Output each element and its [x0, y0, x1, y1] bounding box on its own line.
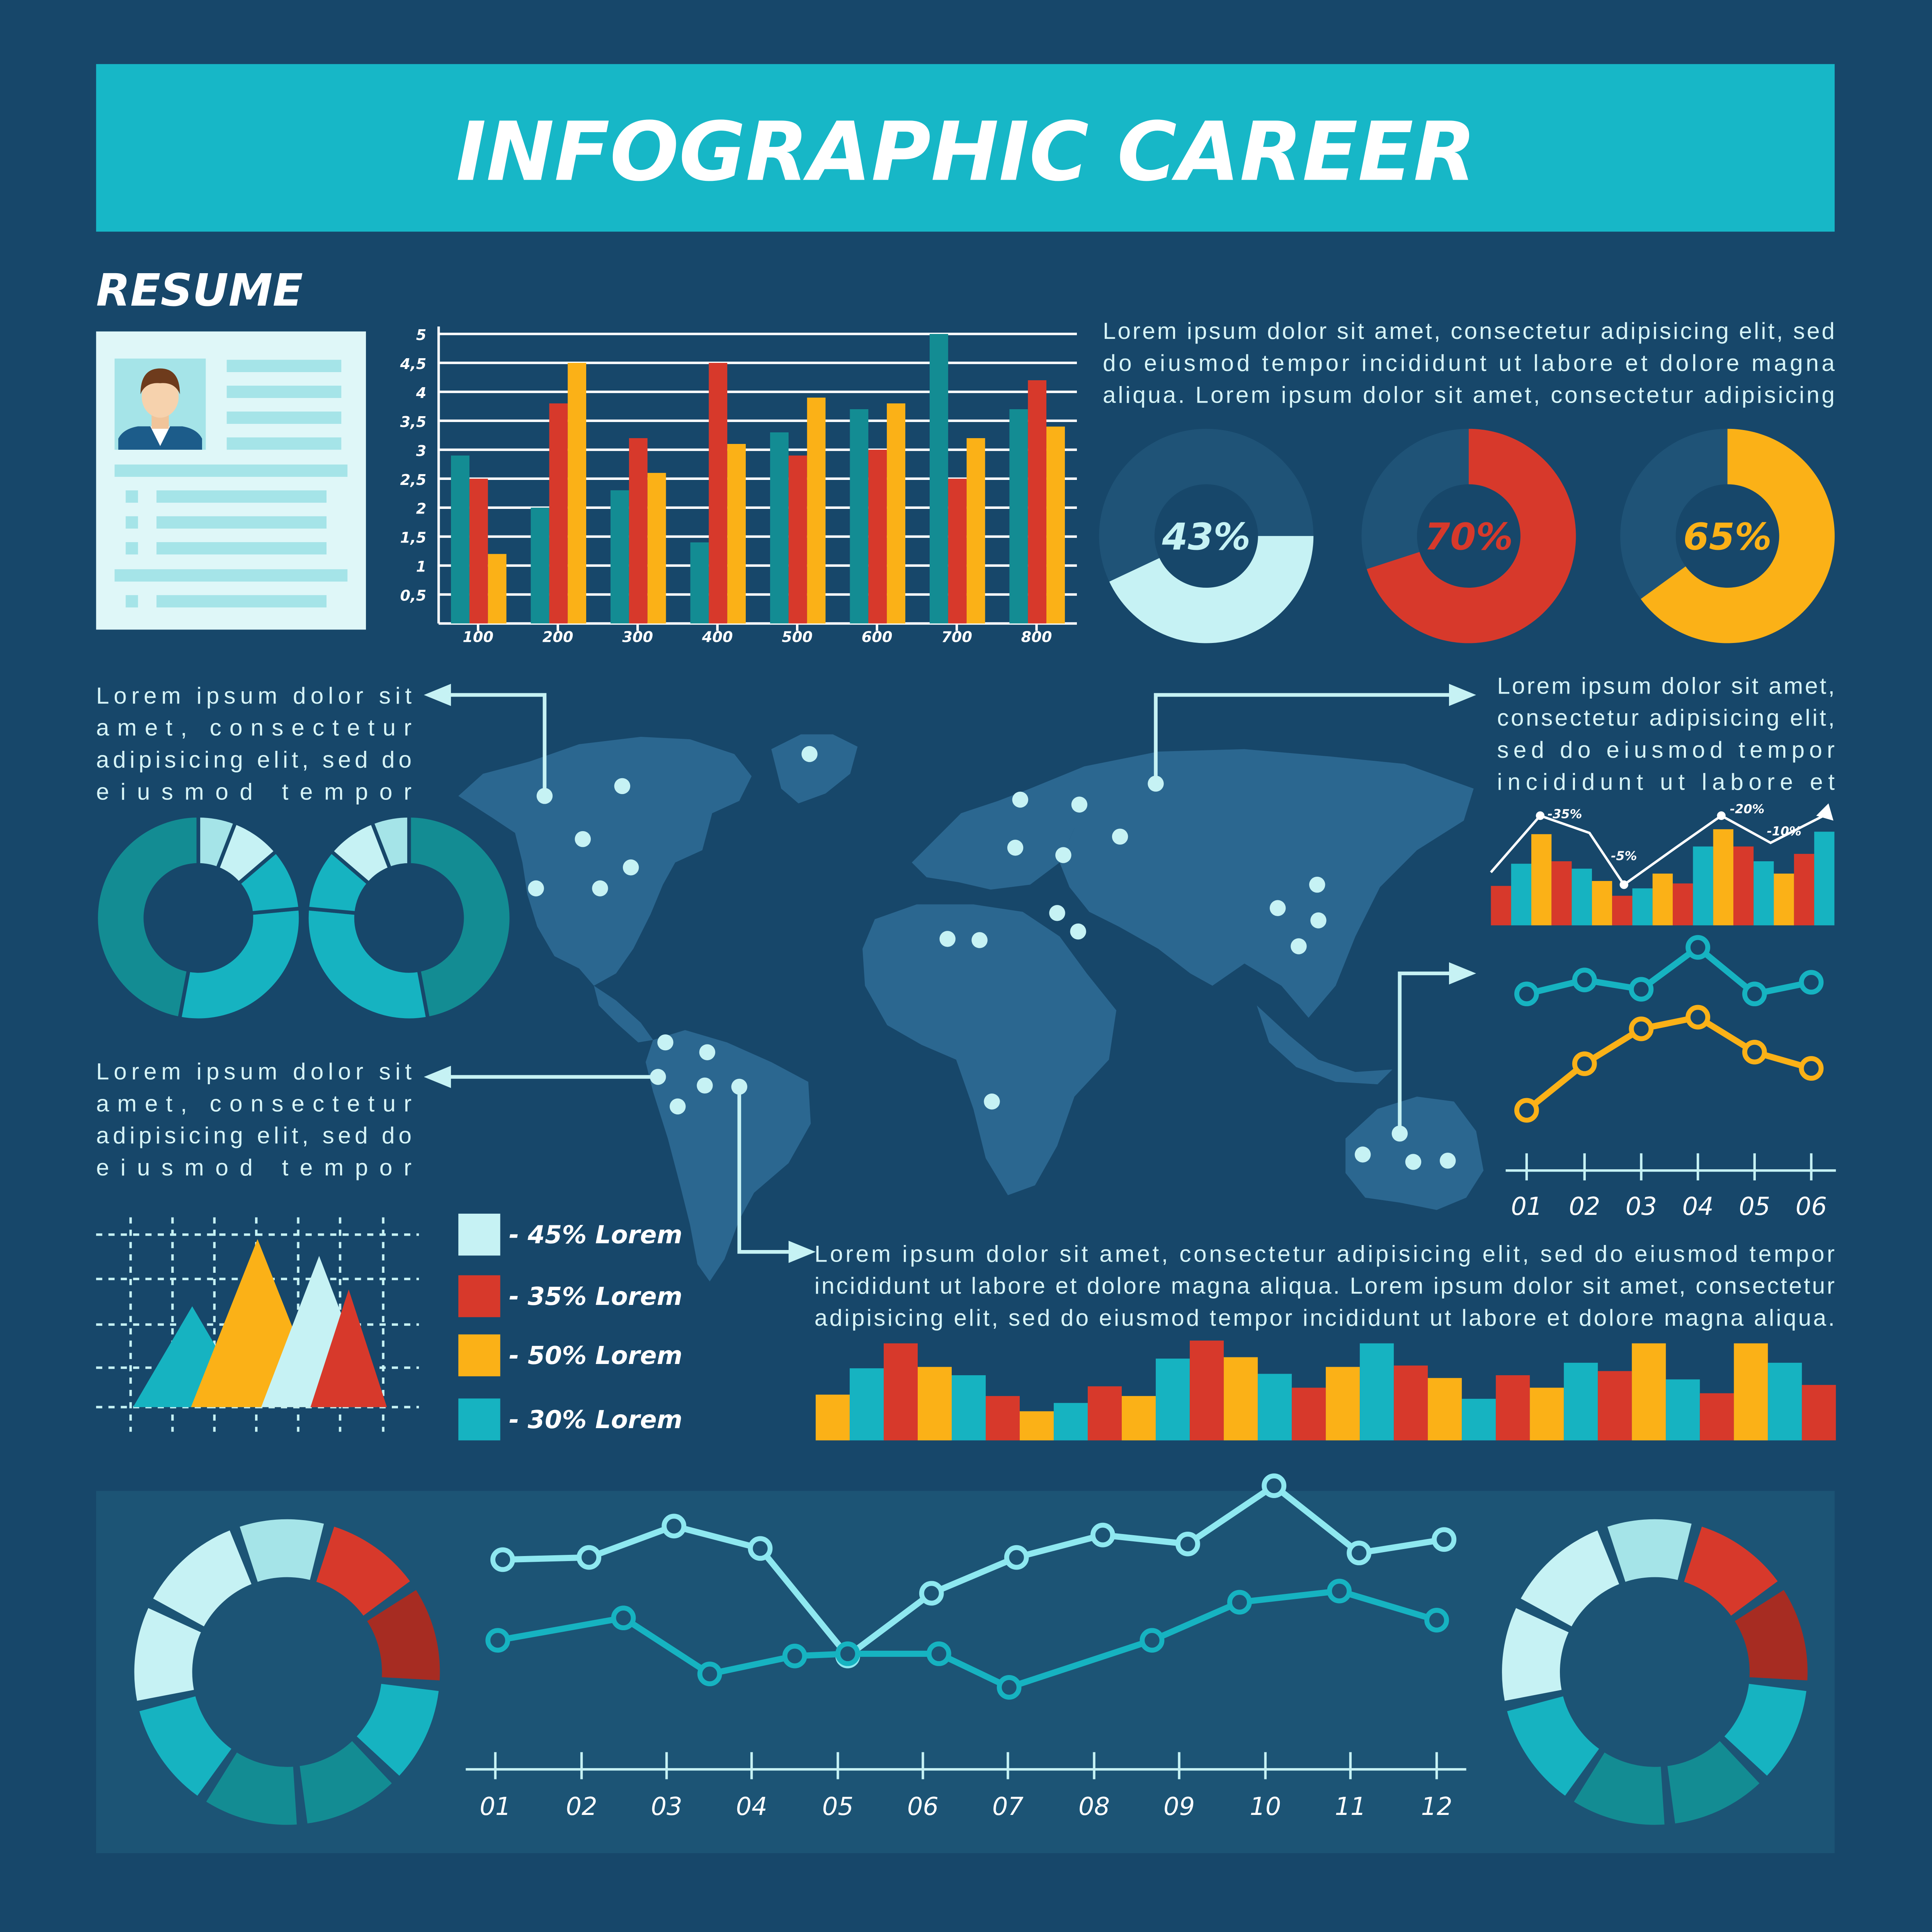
point-light	[1264, 1476, 1284, 1496]
small-bar	[1673, 883, 1693, 925]
bar-yellow-400	[727, 444, 746, 624]
x-tick-label: 04	[1682, 1192, 1714, 1221]
point-teal	[1631, 980, 1651, 999]
x-tick-label: 300	[622, 628, 653, 646]
x-tick-label: 100	[463, 628, 494, 646]
text-line: amet, consectetur	[96, 714, 412, 741]
point-teal	[1230, 1592, 1249, 1612]
map-dot	[801, 746, 817, 762]
x-tick-label: 600	[861, 628, 893, 646]
percent-donuts	[1109, 429, 1835, 643]
strip-bar	[952, 1375, 986, 1440]
point-yellow	[1745, 1042, 1764, 1062]
bar-teal-600	[850, 409, 868, 624]
legend-swatch	[458, 1334, 500, 1376]
map-dot	[623, 859, 639, 875]
legend-label: - 30% Lorem	[509, 1405, 683, 1434]
text-line: amet, consectetur	[96, 1090, 412, 1117]
text-line: adipisicing elit, sed do	[96, 746, 412, 773]
point-teal	[700, 1664, 719, 1684]
legend-swatch	[458, 1214, 500, 1255]
x-tick-label: 500	[782, 628, 813, 646]
donut-label: 43%	[1162, 515, 1251, 559]
trend-annotation: -20%	[1730, 801, 1765, 816]
x-tick-label: 03	[651, 1793, 682, 1821]
strip-bar	[1326, 1367, 1360, 1440]
bar-yellow-700	[967, 438, 985, 624]
small-bar	[1531, 834, 1551, 925]
point-teal	[1517, 984, 1536, 1004]
bar-red-700	[948, 479, 967, 624]
bar-teal-500	[770, 432, 789, 624]
strip-bar	[1734, 1344, 1768, 1440]
point-teal	[1142, 1631, 1162, 1650]
y-tick-label: 3	[416, 442, 427, 460]
resume-line	[156, 490, 327, 503]
small-bar	[1713, 829, 1733, 925]
map-dot	[1012, 792, 1028, 808]
x-tick-label: 11	[1335, 1793, 1366, 1821]
strip-bar	[816, 1395, 850, 1440]
point-teal	[614, 1608, 633, 1628]
text-line: Lorem ipsum dolor sit amet,	[1497, 672, 1835, 699]
trend-point	[1620, 880, 1628, 889]
point-teal	[1688, 937, 1708, 957]
y-tick-label: 4	[416, 384, 427, 402]
small-bar	[1814, 832, 1834, 925]
trend-annotation: -5%	[1611, 848, 1637, 863]
strip-bar	[1020, 1411, 1054, 1440]
strip-bar	[1496, 1375, 1530, 1440]
point-teal	[488, 1631, 508, 1650]
y-tick-label: 1	[416, 558, 427, 576]
text-line: consectetur adipisicing elit,	[1497, 704, 1835, 731]
bar-red-100	[469, 479, 488, 624]
text-line: do eiusmod tempor incididunt ut labore et dolore magna	[1102, 349, 1835, 376]
strip-bar	[1156, 1359, 1190, 1440]
point-light	[1349, 1543, 1369, 1563]
small-bar	[1592, 881, 1612, 925]
strip-bar	[1462, 1399, 1496, 1440]
map-dot	[528, 880, 544, 896]
bar-yellow-200	[568, 363, 586, 623]
y-tick-label: 4,5	[400, 355, 427, 373]
resume-line	[227, 437, 342, 450]
trend-annotation: -35%	[1547, 806, 1582, 821]
map-dot	[657, 1034, 673, 1050]
map-dot	[1055, 847, 1071, 863]
resume-line	[156, 516, 327, 529]
text-line: incididunt ut labore et	[1497, 769, 1835, 795]
x-tick-label: 07	[992, 1793, 1024, 1821]
bar-teal-200	[531, 508, 549, 624]
map-dot	[939, 931, 955, 947]
y-tick-label: 2	[416, 500, 427, 518]
bar-yellow-300	[648, 473, 666, 624]
strip-bar	[918, 1367, 952, 1440]
point-yellow	[1688, 1007, 1708, 1027]
resume-line	[156, 542, 327, 554]
x-tick-label: 01	[480, 1793, 511, 1821]
text-line: eiusmod tempor	[96, 778, 412, 805]
map-dot	[1291, 938, 1306, 954]
point-light	[493, 1550, 513, 1570]
point-teal	[999, 1677, 1019, 1697]
donut-label: 70%	[1424, 515, 1513, 559]
strip-bar	[850, 1368, 884, 1440]
bar-red-600	[868, 450, 887, 624]
resume-line	[115, 569, 348, 582]
strip-bar	[884, 1344, 918, 1440]
small-bar	[1733, 847, 1753, 925]
point-light	[1007, 1548, 1026, 1567]
map-dot	[614, 778, 630, 794]
point-teal	[838, 1644, 857, 1663]
small-bar	[1632, 888, 1652, 925]
bar-teal-100	[451, 456, 469, 624]
y-tick-label: 1,5	[400, 529, 427, 547]
x-tick-label: 01	[1511, 1192, 1543, 1221]
bar-teal-300	[611, 490, 629, 624]
text-line: adipisicing elit, sed do	[96, 1122, 412, 1149]
map-dot	[670, 1099, 685, 1114]
x-tick-label: 03	[1625, 1192, 1657, 1221]
donut-label: 65%	[1683, 515, 1772, 559]
legend-label: - 50% Lorem	[509, 1341, 683, 1370]
point-teal	[1575, 970, 1594, 990]
legend-swatch	[458, 1398, 500, 1440]
x-tick-label: 02	[566, 1793, 597, 1821]
text-line: sed do eiusmod tempor	[1497, 736, 1835, 763]
legend-label: - 45% Lorem	[509, 1221, 683, 1250]
x-tick-label: 800	[1021, 628, 1052, 646]
point-light	[664, 1516, 684, 1536]
resume-line	[227, 360, 342, 372]
resume-card	[96, 332, 366, 630]
map-dot	[984, 1094, 1000, 1109]
trend-point	[1536, 811, 1544, 820]
bar-teal-800	[1009, 409, 1028, 624]
point-yellow	[1801, 1059, 1821, 1078]
map-dot	[592, 880, 608, 896]
bar-yellow-600	[887, 403, 905, 624]
map-dot	[1007, 840, 1023, 855]
strip-bar	[1054, 1403, 1088, 1440]
map-dot	[1440, 1153, 1456, 1168]
small-bar	[1491, 886, 1511, 925]
point-teal	[1330, 1581, 1349, 1601]
strip-bar	[1598, 1371, 1632, 1440]
resume-line	[156, 595, 327, 607]
resume-bullet	[126, 595, 138, 607]
x-tick-label: 09	[1163, 1793, 1195, 1821]
point-teal	[1801, 973, 1821, 992]
map-dot	[971, 932, 987, 948]
strip-bar	[1122, 1396, 1156, 1440]
x-tick-label: 05	[1739, 1192, 1770, 1221]
strip-bar	[1564, 1363, 1598, 1440]
bar-yellow-800	[1046, 427, 1065, 624]
point-light	[1178, 1534, 1197, 1554]
text-line: aliqua. Lorem ipsum dolor sit amet, consectetur adipisicing	[1102, 381, 1835, 408]
strip-bar	[1258, 1374, 1292, 1440]
point-light	[922, 1583, 941, 1603]
strip-bar	[1224, 1357, 1258, 1440]
resume-bullet	[126, 516, 138, 529]
bar-teal-700	[930, 334, 948, 623]
small-bar	[1612, 896, 1632, 925]
point-teal	[1427, 1610, 1447, 1630]
map-dot	[1309, 877, 1325, 893]
text-line: eiusmod tempor	[96, 1154, 412, 1181]
x-tick-label: 12	[1421, 1793, 1452, 1821]
bar-yellow-100	[488, 554, 507, 624]
x-tick-label: 06	[907, 1793, 939, 1821]
strip-bar	[1360, 1344, 1394, 1440]
small-bar	[1653, 874, 1673, 925]
x-tick-label: 04	[736, 1793, 767, 1821]
strip-bar	[1700, 1393, 1734, 1440]
small-bar	[1794, 854, 1814, 925]
bar-red-500	[789, 456, 807, 624]
x-tick-label: 200	[542, 628, 573, 646]
map-dot	[1270, 900, 1286, 916]
page-title: INFOGRAPHIC CAREER	[456, 104, 1476, 199]
x-tick-label: 08	[1078, 1793, 1110, 1821]
resume-line	[115, 464, 348, 477]
small-bar	[1774, 874, 1794, 925]
strip-bar	[986, 1396, 1020, 1440]
y-tick-label: 3,5	[400, 413, 427, 431]
bar-red-400	[709, 363, 727, 623]
text-line: adipisicing elit, sed do eiusmod tempor incididunt ut labore et dolore magna aliqua.	[814, 1304, 1835, 1331]
strip-bar	[1768, 1363, 1802, 1440]
map-dot	[1070, 923, 1086, 939]
x-tick-label: 06	[1795, 1192, 1827, 1221]
bar-teal-400	[690, 543, 709, 624]
map-dot	[697, 1078, 713, 1094]
x-tick-label: 05	[822, 1793, 854, 1821]
strip-bar	[1802, 1385, 1836, 1440]
text-line: Lorem ipsum dolor sit amet, consectetur adipisicing elit, sed do eiusmod tempor	[814, 1240, 1835, 1267]
text-line: Lorem ipsum dolor sit	[96, 1058, 412, 1085]
point-teal	[1745, 984, 1764, 1004]
legend-label: - 35% Lorem	[509, 1282, 683, 1311]
map-dot	[699, 1044, 715, 1060]
map-dot	[1355, 1146, 1371, 1162]
strip-bar	[1292, 1388, 1326, 1440]
small-bar	[1511, 864, 1531, 925]
resume-line	[227, 386, 342, 398]
y-tick-label: 5	[416, 327, 427, 344]
x-tick-label: 10	[1250, 1793, 1281, 1821]
text-line: Lorem ipsum dolor sit amet, consectetur adipisicing elit, sed	[1102, 317, 1835, 344]
map-dot	[1071, 797, 1087, 813]
map-dot	[575, 831, 591, 847]
point-yellow	[1631, 1019, 1651, 1039]
legend-swatch	[458, 1275, 500, 1317]
strip-bar	[1088, 1386, 1122, 1440]
x-tick-label: 02	[1569, 1192, 1600, 1221]
map-dot	[1112, 828, 1128, 844]
small-bar	[1693, 847, 1713, 925]
y-tick-label: 2,5	[400, 471, 427, 489]
bar-red-800	[1028, 380, 1046, 623]
small-bar	[1753, 861, 1774, 925]
bar-yellow-500	[807, 398, 826, 624]
x-tick-label: 700	[941, 628, 973, 646]
strip-bar	[1666, 1379, 1700, 1440]
small-bar	[1551, 861, 1571, 925]
map-dot	[1405, 1154, 1421, 1170]
point-teal	[929, 1644, 949, 1663]
point-yellow	[1575, 1054, 1594, 1073]
resume-bullet	[126, 542, 138, 554]
resume-line	[227, 412, 342, 424]
resume-heading: RESUME	[96, 264, 303, 316]
y-tick-label: 0,5	[400, 587, 427, 605]
text-line: incididunt ut labore et dolore magna aliqua. Lorem ipsum dolor sit amet, consectetur	[814, 1272, 1835, 1299]
resume-bullet	[126, 490, 138, 503]
strip-bar	[1632, 1344, 1666, 1440]
x-tick-label: 400	[702, 628, 733, 646]
map-dot	[1310, 912, 1326, 928]
point-light	[579, 1548, 599, 1567]
small-bar	[1572, 869, 1592, 925]
bar-red-200	[549, 403, 568, 624]
map-dot	[1049, 905, 1065, 921]
strip-bar	[1428, 1378, 1462, 1440]
trend-point	[1717, 811, 1726, 820]
strip-bar	[1530, 1388, 1564, 1440]
point-light	[1434, 1530, 1454, 1549]
point-teal	[785, 1646, 804, 1666]
strip-bar	[1394, 1366, 1428, 1440]
point-light	[1093, 1525, 1112, 1545]
point-light	[750, 1539, 770, 1558]
trend-annotation: -10%	[1767, 823, 1802, 838]
point-yellow	[1517, 1100, 1536, 1120]
strip-bar	[1190, 1340, 1224, 1440]
bar-red-300	[629, 438, 648, 624]
text-line: Lorem ipsum dolor sit	[96, 682, 412, 709]
